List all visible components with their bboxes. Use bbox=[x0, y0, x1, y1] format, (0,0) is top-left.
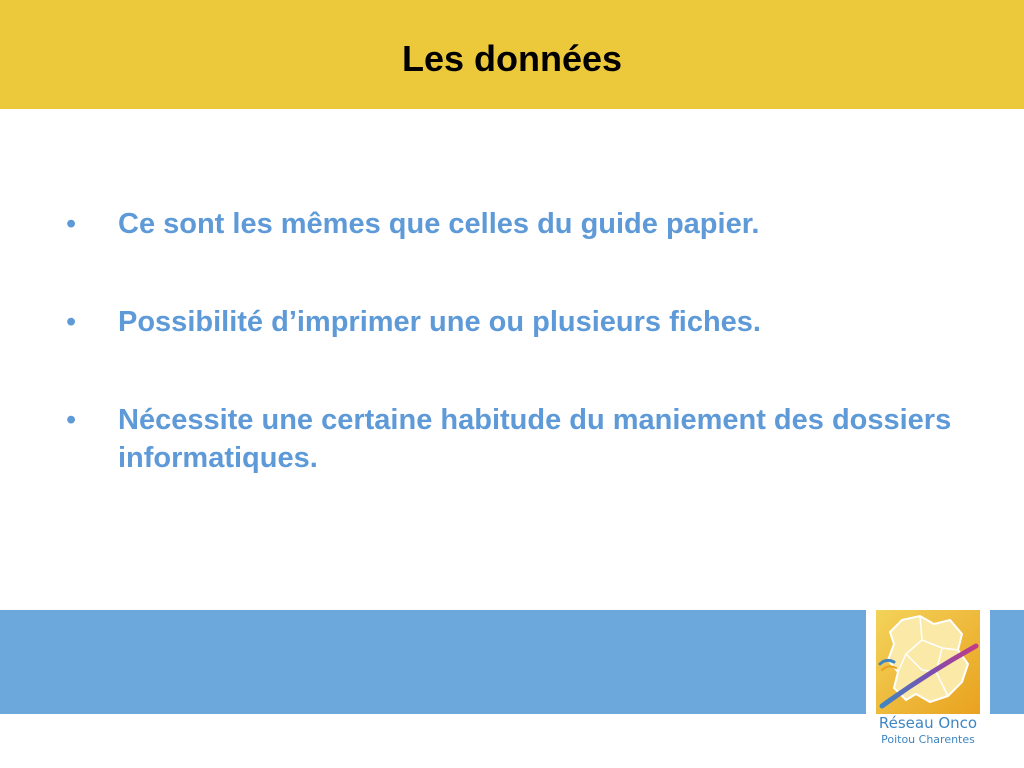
bullet-item bbox=[0, 303, 1024, 341]
logo-name-line1: Réseau Onco bbox=[878, 714, 978, 732]
bullet-list bbox=[0, 205, 1024, 537]
bullet-item bbox=[0, 205, 1024, 243]
logo-name-line2: Poitou Charentes bbox=[881, 733, 975, 746]
bullet-text: Nécessite une certaine habitude du maniement des dossiers informatiques. bbox=[118, 404, 952, 474]
slide-title: Les données bbox=[401, 38, 623, 79]
bullet-marker: • bbox=[66, 306, 77, 338]
bullet-marker: • bbox=[66, 208, 77, 240]
bullet-item bbox=[0, 401, 1024, 477]
logo bbox=[866, 604, 990, 754]
logo-map-icon bbox=[876, 610, 980, 714]
bullet-text: Possibilité d’imprimer une ou plusieurs fiches. bbox=[118, 306, 761, 338]
bullet-text: Ce sont les mêmes que celles du guide papier. bbox=[118, 208, 760, 240]
bullet-marker: • bbox=[66, 404, 77, 436]
